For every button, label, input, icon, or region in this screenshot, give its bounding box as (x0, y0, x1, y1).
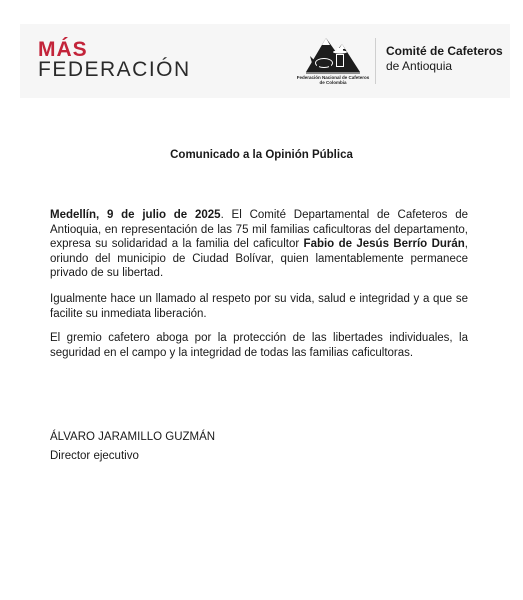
paragraph-3: El gremio cafetero aboga por la protección de las libertades individuales, la seguridad en el campo y la integridad de todas las familias caficultoras. (50, 332, 468, 359)
document-title: Comunicado a la Opinión Pública (170, 149, 353, 161)
farmer-name: Fabio de Jesús Berrío Durán (303, 238, 465, 250)
paragraph-1-text-a: . El Comité Departamental de Cafeteros de Antioquia, en representación de las 75 mil familias caficultoras del departamento, expresa su solidaridad a la familia del caficultor (50, 209, 468, 250)
emblem-caption: Federación Nacional de Cafeteros de Colombia (296, 75, 370, 85)
org-name-line1: Comité de Cafeteros (386, 44, 503, 58)
statement-date: Medellín, 9 de julio de 2025 (50, 209, 221, 221)
paragraph-2: Igualmente hace un llamado al respeto por su vida, salud e integridad y a que se facilite su inmediata liberación. (50, 293, 468, 320)
mas-federacion-logo-line2: FEDERACIÓN (38, 58, 191, 81)
paragraph-1-text-b: , oriundo del municipio de Ciudad Bolívar, quien lamentablemente permanece privado de su libertad. (50, 238, 468, 279)
signatory-role: Director ejecutivo (50, 450, 139, 462)
paragraph-1 (50, 208, 468, 281)
signatory-name: ÁLVARO JARAMILLO GUZMÁN (50, 431, 216, 443)
letterhead (20, 24, 510, 98)
mas-federacion-logo-line1: MÁS (38, 38, 88, 61)
header-divider (375, 38, 376, 84)
org-name-line2: de Antioquia (386, 59, 453, 73)
